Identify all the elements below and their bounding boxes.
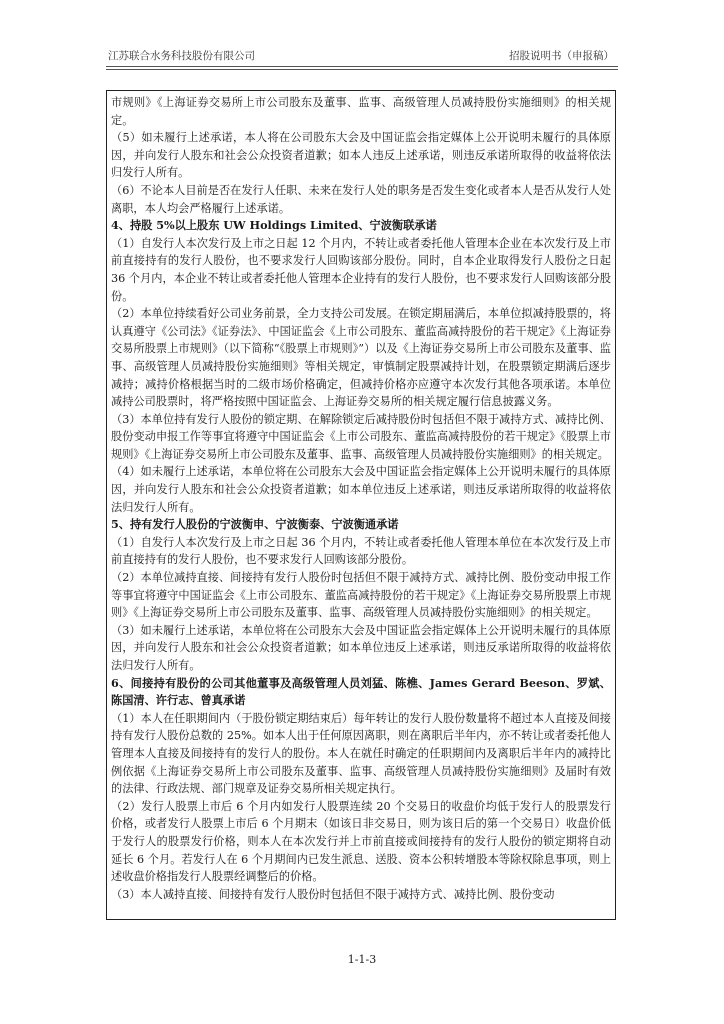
section-heading: 5、持有发行人股份的宁波衡申、宁波衡泰、宁波衡通承诺 bbox=[111, 517, 399, 532]
paragraph: （2）本单位减持直接、间接持有发行人股份时包括但不限于减持方式、减持比例、股份变动申报工作等事宜将遵守中国证监会《上市公司股东、董监高减持股份的若干规定》《上海证券交易所股票上市规则》《上海证券交易所上市公司股东及董事、监事、高级管理人员减持股份实施细则》的相关规定。 bbox=[111, 571, 611, 620]
paragraph: （3）本人减持直接、间接持有发行人股份时包括但不限于减持方式、减持比例、股份变动 bbox=[111, 887, 555, 901]
header-document-title: 招股说明书（申报稿） bbox=[509, 50, 614, 62]
section-heading: 6、间接持有股份的公司其他董事及高级管理人员刘猛、陈樵、James Gerard Beeson、罗斌、陈国清、许行志、曾真承诺 bbox=[111, 675, 611, 708]
header-rule-secondary bbox=[106, 69, 618, 70]
paragraph: （2）发行人股票上市后 6 个月内如发行人股票连续 20 个交易日的收盘价均低于发行人的股票发行价格，或者发行人股票上市后 6 个月期末（如该日非交易日，则为该日后的第一个交易日）收盘价低于发行人的股票发行价格，则本人在本次发行并上市前直接或间接持有的发行人股份的锁定期将自动延长 6 个月。若发行人在 6 个月期间内已发生派息、送股、资本公积转增股本等除权除息事项，则上述收盘价格指发行人股票经调整后的价格。 bbox=[111, 799, 611, 884]
paragraph: （1）本人在任职期间内（于股份锁定期结束后）每年转让的发行人股份数量将不超过本人直接及间接持有发行人股份总数的 25%。如本人出于任何原因离职，则在离职后半年内，亦不转让或者委托他人管理本人直接及间接持有的发行人的股份。本人在就任时确定的任职期间内及离职后半年内的减持比例依据《上海证券交易所上市公司股东及董事、监事、高级管理人员减持股份实施细则》及届时有效的法律、行政法规、部门规章及证券交易所相关规定执行。 bbox=[111, 711, 611, 796]
content-frame bbox=[106, 90, 616, 920]
header-rule bbox=[106, 66, 618, 67]
section-heading: 4、持股 5%以上股东 UW Holdings Limited、宁波衡联承诺 bbox=[111, 218, 437, 233]
paragraph: （3）本单位持有发行人股份的锁定期、在解除锁定后减持股份时包括但不限于减持方式、减持比例、股份变动申报工作等事宜将遵守中国证监会《上市公司股东、董监高减持股份的若干规定》《股票上市规则》《上海证券交易所上市公司股东及董事、监事、高级管理人员减持股份实施细则》的相关规定。 bbox=[111, 412, 611, 461]
paragraph: （4）如未履行上述承诺，本单位将在公司股东大会及中国证监会指定媒体上公开说明未履行的具体原因，并向发行人股东和社会公众投资者道歉；如本单位违反上述承诺，则违反承诺所取得的收益将依法归发行人所有。 bbox=[111, 465, 611, 514]
paragraph: （1）自发行人本次发行及上市之日起 36 个月内，不转让或者委托他人管理本单位在本次发行及上市前直接持有的发行人股份，也不要求发行人回购该部分股份。 bbox=[111, 535, 611, 567]
paragraph: （3）如未履行上述承诺，本单位将在公司股东大会及中国证监会指定媒体上公开说明未履行的具体原因，并向发行人股东和社会公众投资者道歉；如本单位违反上述承诺，则违反承诺所取得的收益将依法归发行人所有。 bbox=[111, 623, 611, 672]
paragraph: （6）不论本人目前是否在发行人任职、未来在发行人处的职务是否发生变化或者本人是否从发行人处离职，本人均会严格履行上述承诺。 bbox=[111, 183, 611, 215]
paragraph: （2）本单位持续看好公司业务前景，全力支持公司发展。在锁定期届满后，本单位拟减持股票的，将认真遵守《公司法》《证券法》、中国证监会《上市公司股东、董监高减持股份的若干规定》《上海证券交易所股票上市规则》（以下简称“《股票上市规则》”）以及《上海证券交易所上市公司股东及董事、监事、高级管理人员减持股份实施细则》等相关规定，审慎制定股票减持计划，在股票锁定期满后逐步减持；减持价格根据当时的二级市场价格确定，但减持价格亦应遵守本次发行其他各项承诺。本单位减持公司股票时，将严格按照中国证监会、上海证券交易所的相关规定履行信息披露义务。 bbox=[111, 307, 611, 409]
page-number: 1-1-3 bbox=[347, 953, 377, 966]
paragraph: 市规则》《上海证券交易所上市公司股东及董事、监事、高级管理人员减持股份实施细则》的相关规定。 bbox=[111, 96, 611, 127]
header-company-name: 江苏联合水务科技股份有限公司 bbox=[108, 50, 255, 62]
paragraph: （1）自发行人本次发行及上市之日起 12 个月内，不转让或者委托他人管理本企业在本次发行及上市前直接持有的发行人股份，也不要求发行人回购该部分股份。同时，自本企业取得发行人股份之日起 36 个月内，本企业不转让或者委托他人管理本企业持有的发行人股份，也不要求发行人回购该部分股份。 bbox=[111, 236, 611, 303]
paragraph: （5）如未履行上述承诺，本人将在公司股东大会及中国证监会指定媒体上公开说明未履行的具体原因，并向发行人股东和社会公众投资者道歉；如本人违反上述承诺，则违反承诺所取得的收益将依法归发行人所有。 bbox=[111, 131, 611, 180]
